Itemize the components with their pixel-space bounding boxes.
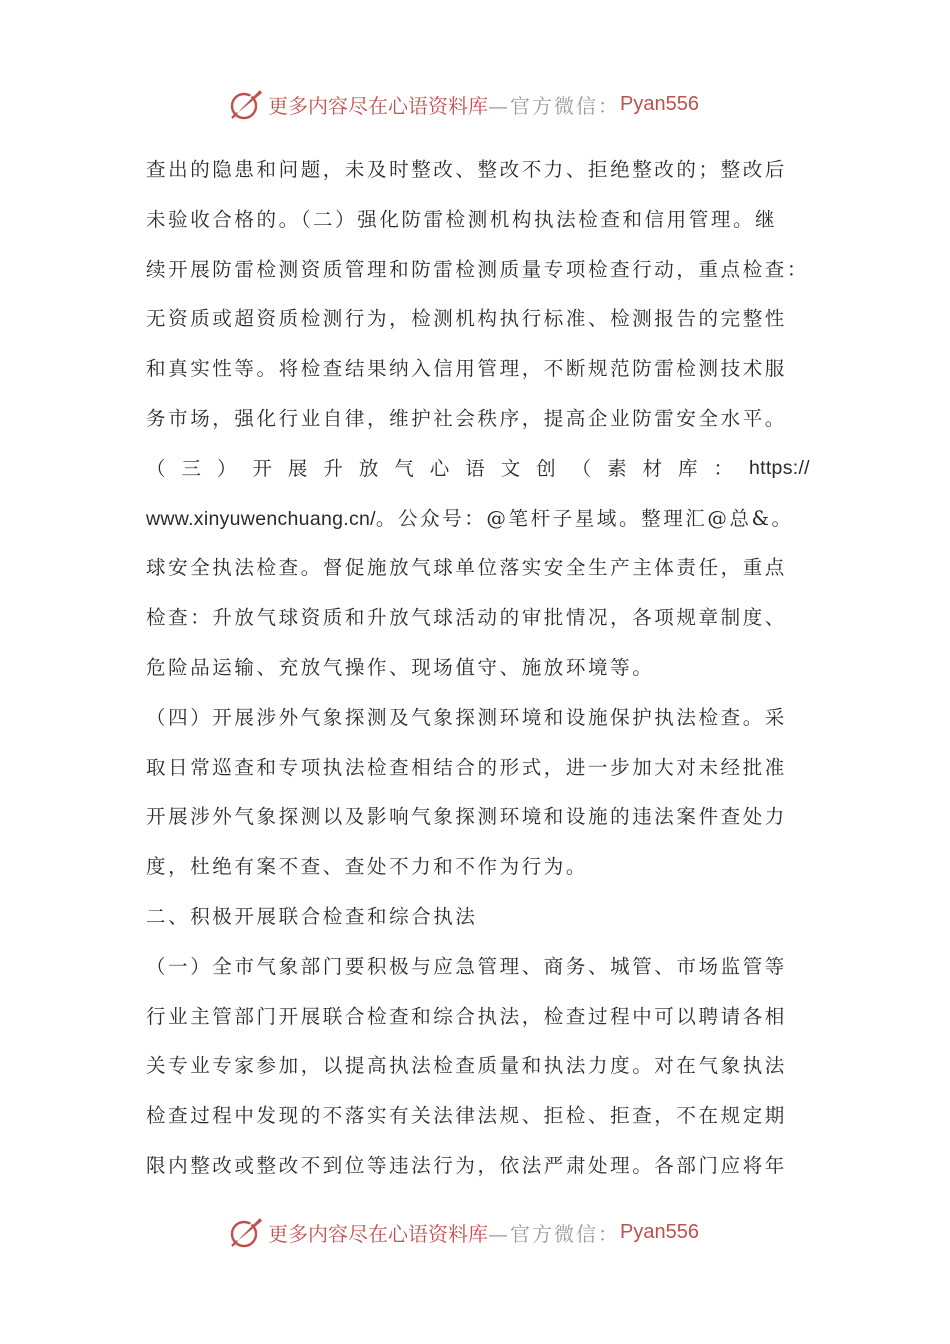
paragraph-line: 关专业专家参加，以提高执法检查质量和执法力度。对在气象执法 <box>146 1054 787 1078</box>
url-link-text: www.xinyuwenchuang.cn/ <box>146 507 376 530</box>
spread-char: （ <box>571 456 592 480</box>
spread-char: 语 <box>465 456 485 480</box>
paragraph-line: 检查：升放气球资质和升放气球活动的审批情况，各项规章制度、 <box>146 606 787 630</box>
spread-char: 心 <box>429 456 450 480</box>
spread-char: 创 <box>536 456 556 480</box>
spread-char: 升 <box>323 456 343 480</box>
paragraph-line: （一）全市气象部门要积极与应急管理、商务、城管、市场监管等 <box>146 954 787 978</box>
spread-char: ） <box>216 456 237 480</box>
document-body <box>146 145 810 1191</box>
spread-char: 素 <box>607 456 627 480</box>
paragraph-line: 续开展防雷检测资质管理和防雷检测质量专项检查行动，重点检查： <box>146 257 810 281</box>
url-fragment: https:// <box>748 456 810 479</box>
paragraph-line: 查出的隐患和问题，未及时整改、整改不力、拒绝整改的；整改后 <box>146 158 787 181</box>
paragraph-line: 和真实性等。将检查结果纳入信用管理，不断规范防雷检测技术服 <box>146 357 787 381</box>
paragraph-line: 未验收合格的。（二）强化防雷检测机构执法检查和信用管理。继 <box>146 207 778 231</box>
quill-logo-icon <box>226 1212 266 1252</box>
paragraph-line-rest: 。公众号：@笔杆子星域。整理汇@总&。 <box>375 506 794 530</box>
footer-banner-dash: —官方微信： <box>488 1221 620 1246</box>
header-banner-title: 更多内容尽在心语资料库 <box>268 93 488 118</box>
spread-char: 文 <box>500 456 521 480</box>
paragraph-line: 检查过程中发现的不落实有关法律法规、拒检、拒查，不在规定期 <box>146 1104 787 1128</box>
paragraph-line <box>146 494 810 544</box>
spread-char: 放 <box>358 456 379 480</box>
paragraph-line: 危险品运输、充放气操作、现场值守、施放环境等。 <box>146 655 655 679</box>
footer-banner-wechat-id: Pyan556 <box>620 1220 699 1243</box>
spread-char: 材 <box>642 456 663 480</box>
paragraph-line: 球安全执法检查。督促施放气球单位落实安全生产主体责任，重点 <box>146 556 787 580</box>
spread-char: （ <box>146 456 166 480</box>
spread-char: 气 <box>394 456 414 480</box>
header-banner-dash: —官方微信： <box>488 93 620 118</box>
footer-banner-title: 更多内容尽在心语资料库 <box>268 1221 488 1246</box>
spread-char: 库 <box>678 456 698 480</box>
paragraph-line: 无资质或超资质检测行为，检测机构执行标准、检测报告的完整性 <box>146 307 787 331</box>
section-heading: 二、积极开展联合检查和综合执法 <box>146 904 478 928</box>
spread-char: 三 <box>181 456 201 480</box>
header-banner-wechat-id: Pyan556 <box>620 92 699 115</box>
paragraph-line: 务市场，强化行业自律，维护社会秩序，提高企业防雷安全水平。 <box>146 406 787 430</box>
paragraph-line: 度，杜绝有案不查、查处不力和不作为行为。 <box>146 855 589 879</box>
paragraph-line: （四）开展涉外气象探测及气象探测环境和设施保护执法检查。采 <box>146 705 787 729</box>
footer-watermark-banner <box>226 1210 699 1254</box>
spread-char: 展 <box>287 456 308 480</box>
spread-char: 开 <box>252 456 272 480</box>
justified-heading-line <box>146 444 810 494</box>
paragraph-line: 取日常巡查和专项执法检查相结合的形式，进一步加大对未经批准 <box>146 755 787 779</box>
quill-logo-icon <box>226 84 266 124</box>
paragraph-line: 开展涉外气象探测以及影响气象探测环境和设施的违法案件查处力 <box>146 805 787 829</box>
paragraph-line: 行业主管部门开展联合检查和综合执法，检查过程中可以聘请各相 <box>146 1004 787 1028</box>
spread-char: ： <box>713 456 734 480</box>
paragraph-line: 限内整改或整改不到位等违法行为，依法严肃处理。各部门应将年 <box>146 1153 787 1177</box>
header-watermark-banner <box>226 82 699 126</box>
